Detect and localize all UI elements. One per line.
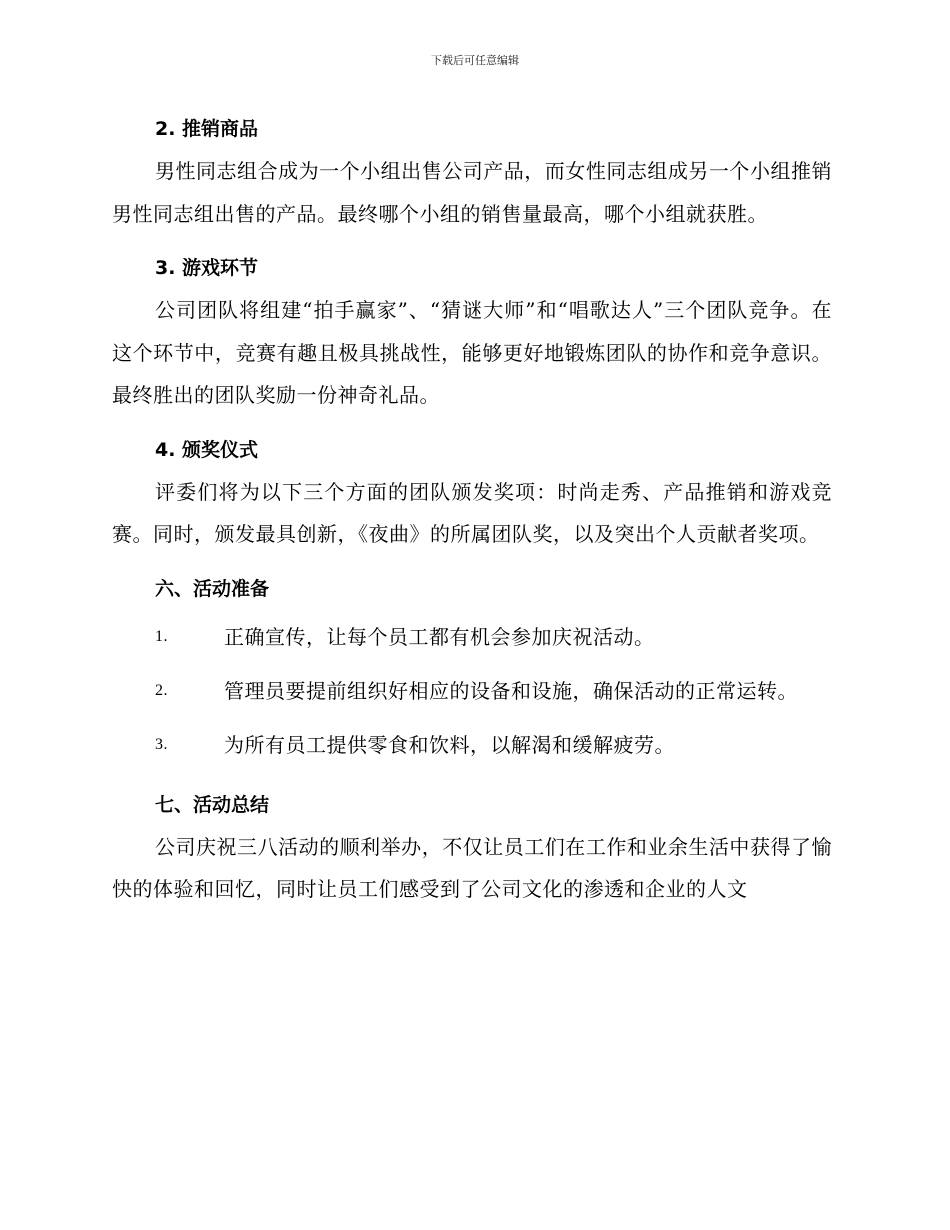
document-body <box>112 108 832 923</box>
section-heading-game: 3. 游戏环节 <box>155 257 259 279</box>
list-item-text: 正确宣传，让每个员工都有机会参加庆祝活动。 <box>224 624 655 649</box>
page-header: 下载后可任意编辑 <box>431 54 519 67</box>
list-item <box>112 664 832 718</box>
section-heading-preparation: 六、活动准备 <box>155 577 270 600</box>
list-item-number: 1. <box>155 627 168 645</box>
section-paragraph-promote-products: 男性同志组合成为一个小组出售公司产品，而女性同志组成另一个小组推销男性同志组出售的产品。最终哪个小组的销售量最高，哪个小组就获胜。 <box>112 159 832 226</box>
list-item-number: 3. <box>155 735 168 753</box>
list-item <box>112 610 832 664</box>
list-item <box>112 718 832 772</box>
section-heading-award-ceremony: 4. 颁奖仪式 <box>155 438 259 461</box>
section-paragraph-summary: 公司庆祝三八活动的顺利举办，不仅让员工们在工作和业余生活中获得了愉快的体验和回忆，同时让员工们感受到了公司文化的渗透和企业的人文 <box>112 834 832 901</box>
preparation-list <box>112 610 832 772</box>
list-item-text: 为所有员工提供零食和饮料，以解渴和缓解疲劳。 <box>224 732 675 757</box>
list-item-text: 管理员要提前组织好相应的设备和设施，确保活动的正常运转。 <box>224 678 798 703</box>
section-paragraph-award-ceremony: 评委们将为以下三个方面的团队颁发奖项：时尚走秀、产品推销和游戏竞赛。同时，颁发最具创新，《夜曲》的所属团队奖，以及突出个人贡献者奖项。 <box>112 479 832 546</box>
section-heading-promote-products: 2. 推销商品 <box>155 118 259 140</box>
section-paragraph-game: 公司团队将组建“拍手赢家”、“猜谜大师”和“唱歌达人”三个团队竞争。在这个环节中，竞赛有趣且极具挑战性，能够更好地锻炼团队的协作和竞争意识。最终胜出的团队奖励一份神奇礼品。 <box>112 298 832 407</box>
list-item-number: 2. <box>155 681 168 699</box>
section-heading-summary: 七、活动总结 <box>155 793 270 816</box>
